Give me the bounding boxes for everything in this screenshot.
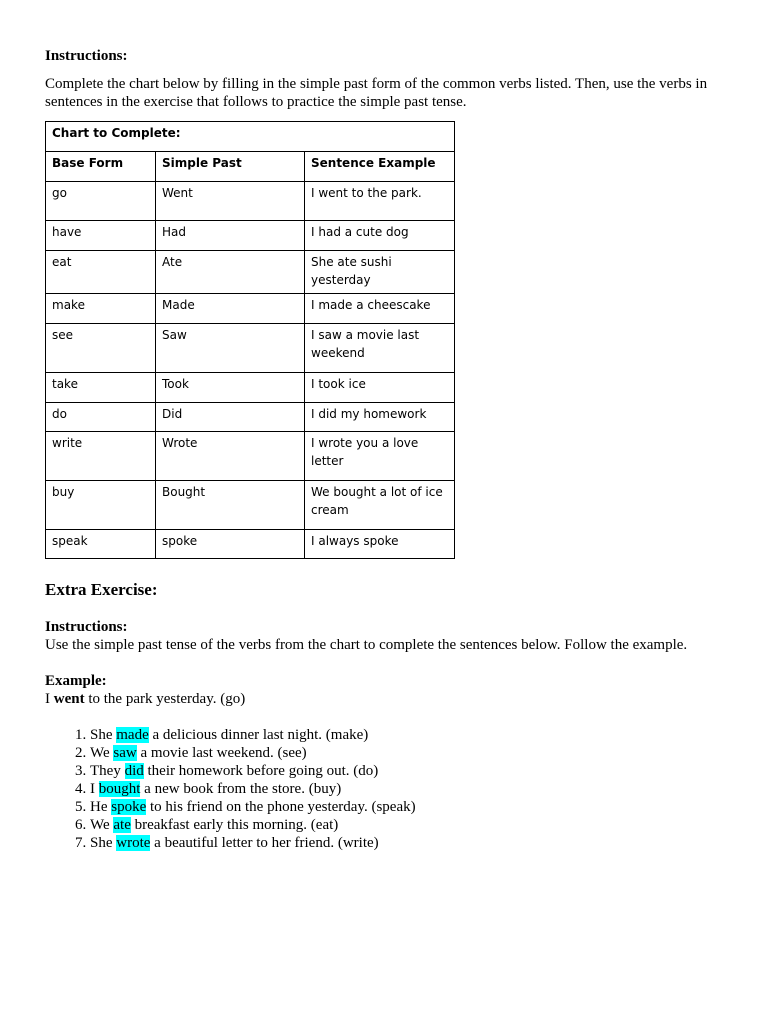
highlighted-answer: ate (113, 817, 131, 833)
example-sentence (45, 690, 245, 708)
simple-past-cell: Had (156, 221, 305, 251)
highlighted-answer: spoke (111, 799, 147, 815)
highlighted-answer: wrote (116, 835, 151, 851)
base-form-cell: speak (46, 530, 156, 559)
table-row (46, 432, 455, 481)
list-item (90, 834, 416, 852)
list-item (90, 744, 416, 762)
list-item (90, 798, 416, 816)
base-form-cell: go (46, 182, 156, 221)
table-row (46, 251, 455, 294)
highlighted-answer: made (116, 727, 149, 743)
sentence-before: I (90, 781, 99, 797)
simple-past-cell: Made (156, 294, 305, 324)
instructions-heading: Instructions: (45, 48, 128, 64)
sentence-example-cell: I always spoke (305, 530, 455, 559)
sentence-before: We (90, 817, 114, 833)
simple-past-cell: Bought (156, 481, 305, 530)
base-form-cell: see (46, 324, 156, 373)
list-item (90, 762, 416, 780)
list-item (90, 816, 416, 834)
base-form-cell: eat (46, 251, 156, 294)
sentence-example-cell: We bought a lot of ice cream (305, 481, 455, 530)
table-row (46, 403, 455, 432)
sentence-example-cell: I made a cheescake (305, 294, 455, 324)
extra-exercise-heading: Extra Exercise: (45, 580, 158, 599)
simple-past-cell: Saw (156, 324, 305, 373)
sentence-example-cell: I wrote you a love letter (305, 432, 455, 481)
sentence-after: breakfast early this morning. (eat) (130, 817, 339, 833)
sentence-example-cell: I took ice (305, 373, 455, 403)
table-row (46, 221, 455, 251)
sentence-after: a new book from the store. (buy) (140, 781, 342, 797)
table-row (46, 530, 455, 559)
sentence-example-cell: I did my homework (305, 403, 455, 432)
table-row (46, 373, 455, 403)
table-row (46, 324, 455, 373)
list-item (90, 726, 416, 744)
base-form-cell: buy (46, 481, 156, 530)
base-form-cell: take (46, 373, 156, 403)
table-row (46, 182, 455, 221)
chart-title: Chart to Complete: (46, 122, 455, 152)
simple-past-cell: Ate (156, 251, 305, 294)
chart-header-row (46, 152, 455, 182)
exercise-instructions-text: Use the simple past tense of the verbs from the chart to complete the sentences below. Follow the example. (45, 637, 688, 653)
table-row (46, 294, 455, 324)
highlighted-answer: saw (113, 745, 137, 761)
base-form-cell: write (46, 432, 156, 481)
sentence-before: She (90, 727, 117, 743)
highlighted-answer: did (124, 763, 144, 779)
sentence-after: their homework before going out. (do) (143, 763, 379, 779)
base-form-cell: have (46, 221, 156, 251)
highlighted-answer: bought (98, 781, 141, 797)
instructions-text: Complete the chart below by filling in the simple past form of the common verbs listed. Then, use the verbs in sentences in the exercise that follows to practice the simple past tense. (45, 76, 708, 110)
header-simple-past: Simple Past (156, 152, 305, 182)
base-form-cell: make (46, 294, 156, 324)
simple-past-cell: Did (156, 403, 305, 432)
sentence-after: a movie last weekend. (see) (136, 745, 307, 761)
base-form-cell: do (46, 403, 156, 432)
simple-past-cell: Took (156, 373, 305, 403)
sentence-before: He (90, 799, 112, 815)
example-heading: Example: (45, 673, 107, 689)
example-after: to the park yesterday. (go) (84, 691, 246, 707)
chart-title-row (46, 122, 455, 152)
sentence-example-cell: She ate sushi yesterday (305, 251, 455, 294)
sentence-before: They (90, 763, 125, 779)
sentence-before: She (90, 835, 117, 851)
simple-past-cell: spoke (156, 530, 305, 559)
sentence-example-cell: I saw a movie last weekend (305, 324, 455, 373)
example-verb: went (53, 691, 85, 707)
verb-chart-table (45, 121, 455, 559)
sentence-before: We (90, 745, 114, 761)
sentence-example-cell: I went to the park. (305, 182, 455, 221)
sentence-after: a delicious dinner last night. (make) (148, 727, 369, 743)
header-sentence-example: Sentence Example (305, 152, 455, 182)
exercise-sentence-list (45, 726, 416, 852)
sentence-after: a beautiful letter to her friend. (write) (150, 835, 379, 851)
list-item (90, 780, 416, 798)
sentence-example-cell: I had a cute dog (305, 221, 455, 251)
sentence-after: to his friend on the phone yesterday. (speak) (146, 799, 416, 815)
simple-past-cell: Wrote (156, 432, 305, 481)
example-before: I (45, 691, 54, 707)
table-row (46, 481, 455, 530)
header-base-form: Base Form (46, 152, 156, 182)
simple-past-cell: Went (156, 182, 305, 221)
exercise-instructions-heading: Instructions: (45, 619, 128, 635)
